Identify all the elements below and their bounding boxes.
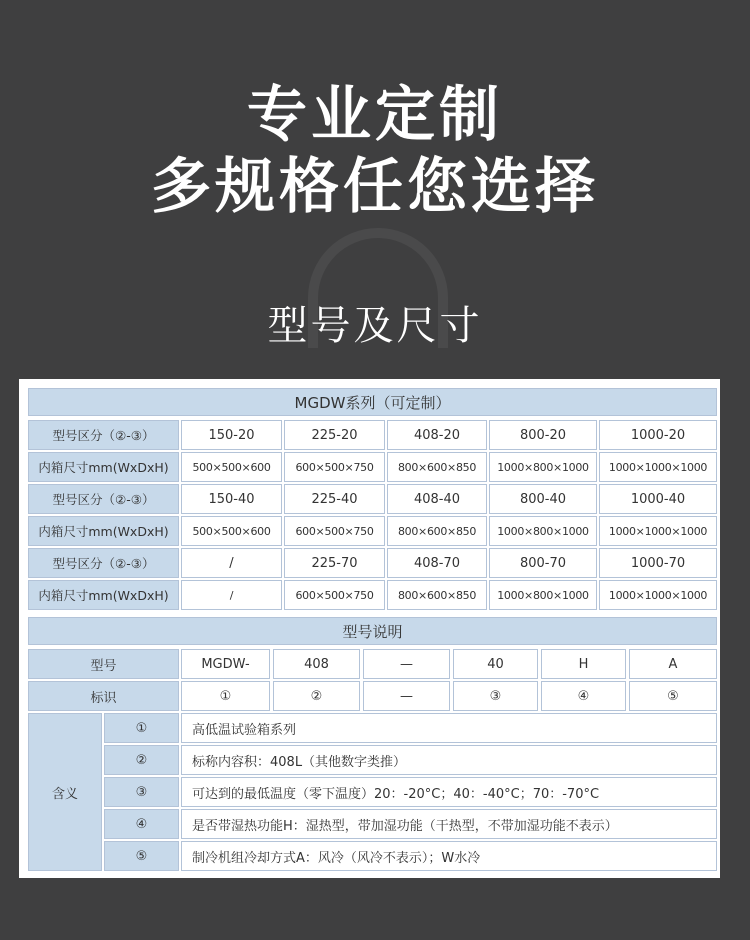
meaning-text-cell: 制冷机组冷却方式A：风冷（风冷不表示）；W水冷: [181, 841, 717, 871]
meaning-mark-cell: ②: [104, 745, 179, 775]
model-explanation-title: 型号说明: [28, 617, 717, 645]
model-code-cell: 150-40: [181, 484, 282, 514]
model-code-cell: 408-70: [387, 548, 487, 578]
inner-size-cell: 600×500×750: [284, 580, 385, 610]
model-part-cell: —: [363, 649, 450, 679]
model-code-cell: 1000-20: [599, 420, 717, 450]
mark-cell: ②: [273, 681, 360, 711]
inner-size-label: 内箱尺寸mm(WxDxH): [28, 452, 179, 482]
inner-size-cell: 500×500×600: [181, 452, 282, 482]
spec-sheet: [19, 379, 720, 878]
meaning-text-cell: 高低温试验箱系列: [181, 713, 717, 743]
model-part-cell: 408: [273, 649, 360, 679]
meaning-mark-cell: ④: [104, 809, 179, 839]
inner-size-cell: 1000×800×1000: [489, 516, 597, 546]
inner-size-cell: 1000×1000×1000: [599, 452, 717, 482]
meaning-mark-cell: ⑤: [104, 841, 179, 871]
inner-size-cell: 600×500×750: [284, 516, 385, 546]
inner-size-cell: 1000×800×1000: [489, 580, 597, 610]
mark-cell: ⑤: [629, 681, 717, 711]
headline-line-2: 多规格任您选择: [151, 152, 599, 222]
mark-cell: —: [363, 681, 450, 711]
meaning-label: 含义: [28, 713, 102, 871]
model-code-cell: 800-70: [489, 548, 597, 578]
model-code-cell: 1000-70: [599, 548, 717, 578]
headline-line-1: 专业定制: [247, 80, 503, 150]
model-part-cell: H: [541, 649, 626, 679]
meaning-mark-cell: ①: [104, 713, 179, 743]
model-code-cell: 225-40: [284, 484, 385, 514]
mark-cell: ④: [541, 681, 626, 711]
model-part-cell: A: [629, 649, 717, 679]
model-class-label: 型号区分（②-③）: [28, 484, 179, 514]
mark-cell: ③: [453, 681, 538, 711]
inner-size-cell: 800×600×850: [387, 580, 487, 610]
meaning-text-cell: 可达到的最低温度（零下温度）20：-20°C；40：-40°C；70：-70°C: [181, 777, 717, 807]
model-code-cell: /: [181, 548, 282, 578]
model-code-cell: 1000-40: [599, 484, 717, 514]
inner-size-cell: 1000×800×1000: [489, 452, 597, 482]
model-code-cell: 408-20: [387, 420, 487, 450]
section-title: 型号及尺寸: [267, 303, 483, 349]
inner-size-cell: 600×500×750: [284, 452, 385, 482]
mark-label: 标识: [28, 681, 179, 711]
model-class-label: 型号区分（②-③）: [28, 420, 179, 450]
inner-size-cell: 1000×1000×1000: [599, 580, 717, 610]
inner-size-label: 内箱尺寸mm(WxDxH): [28, 580, 179, 610]
model-part-cell: MGDW-: [181, 649, 270, 679]
inner-size-label: 内箱尺寸mm(WxDxH): [28, 516, 179, 546]
model-part-cell: 40: [453, 649, 538, 679]
table-title: MGDW系列（可定制）: [28, 388, 717, 416]
model-code-cell: 225-70: [284, 548, 385, 578]
inner-size-cell: 800×600×850: [387, 516, 487, 546]
inner-size-cell: 800×600×850: [387, 452, 487, 482]
model-label: 型号: [28, 649, 179, 679]
meaning-text-cell: 标称内容积：408L（其他数字类推）: [181, 745, 717, 775]
inner-size-cell: 500×500×600: [181, 516, 282, 546]
model-code-cell: 150-20: [181, 420, 282, 450]
inner-size-cell: /: [181, 580, 282, 610]
inner-size-cell: 1000×1000×1000: [599, 516, 717, 546]
model-code-cell: 408-40: [387, 484, 487, 514]
model-code-cell: 225-20: [284, 420, 385, 450]
mark-cell: ①: [181, 681, 270, 711]
meaning-text-cell: 是否带湿热功能H：湿热型，带加湿功能（干热型，不带加湿功能不表示）: [181, 809, 717, 839]
model-code-cell: 800-40: [489, 484, 597, 514]
meaning-mark-cell: ③: [104, 777, 179, 807]
model-code-cell: 800-20: [489, 420, 597, 450]
model-class-label: 型号区分（②-③）: [28, 548, 179, 578]
